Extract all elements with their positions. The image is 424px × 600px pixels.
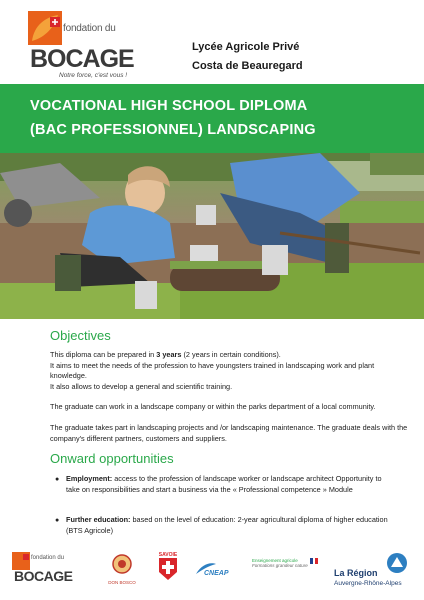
objectives-paragraph-2: It aims to meet the needs of the profession to have youngsters trained in landscaping work and plant knowledge. bbox=[50, 360, 375, 380]
savoie-label: SAVOIE bbox=[158, 552, 178, 558]
opportunity-item-employment-text: access to the profession of landscape worker or landscape architect Opportunity to take on responsibilities and start a business via the « Professional competence » Module bbox=[66, 474, 382, 494]
partner-logos-footer bbox=[0, 548, 424, 598]
landscaping-photo bbox=[0, 153, 424, 319]
cneap-logo bbox=[196, 562, 240, 584]
logo-tagline: Notre force, c'est vous ! bbox=[59, 72, 128, 79]
objectives-p1-pre: This diploma can be prepared in bbox=[50, 350, 157, 359]
opportunity-item-employment bbox=[66, 474, 396, 495]
don-bosco-label: DON BOSCO bbox=[108, 580, 136, 585]
landscaping-photo-illustration bbox=[0, 153, 424, 319]
opportunity-item-employment-label: Employment: bbox=[66, 474, 113, 483]
region-emblem-icon bbox=[386, 552, 408, 574]
french-flag-icon bbox=[310, 558, 318, 564]
footer-bocage-logo bbox=[12, 550, 92, 590]
logo-bocage-text: BOCAGE bbox=[30, 45, 134, 73]
header bbox=[0, 0, 424, 84]
bocage-leaf-mark-icon bbox=[28, 11, 62, 45]
la-region-logo bbox=[334, 552, 420, 592]
don-bosco-logo bbox=[108, 554, 136, 588]
don-bosco-emblem-icon bbox=[112, 554, 132, 574]
fondation-du-bocage-logo bbox=[28, 9, 168, 83]
objectives-paragraph-4: The graduate can work in a landscape company or within the parks department of a local community. bbox=[50, 402, 376, 411]
bullet-icon: ● bbox=[55, 517, 60, 524]
opportunity-item-further-education-text: based on the level of education: 2-year agricultural diploma of higher education (BTS Agricole) bbox=[66, 515, 388, 535]
title-banner bbox=[0, 84, 424, 153]
enseignement-line1: Enseignement agricole bbox=[252, 558, 298, 563]
enseignement-agricole-logo bbox=[252, 558, 322, 588]
objectives-p1-post: (2 years in certain conditions). bbox=[181, 350, 281, 359]
savoie-cross-icon bbox=[159, 558, 177, 580]
objectives-p1-bold: 3 years bbox=[156, 350, 182, 359]
objectives-paragraph-1 bbox=[50, 350, 410, 361]
objectives-paragraph-5: The graduate takes part in landscaping projects and /or landscaping maintenance. The graduate deals with the company's different partners, customers and suppliers. bbox=[50, 423, 408, 443]
region-subname: Auvergne-Rhône-Alpes bbox=[334, 580, 402, 587]
school-name-line2: Costa de Beauregard bbox=[192, 60, 303, 72]
bullet-icon: ● bbox=[55, 476, 60, 483]
objectives-paragraph-3: It also allows to develop a general and scientific training. bbox=[50, 381, 233, 391]
region-name: La Région bbox=[334, 568, 378, 578]
opportunity-item-further-education bbox=[66, 515, 396, 536]
banner-title-line1: VOCATIONAL HIGH SCHOOL DIPLOMA bbox=[30, 98, 308, 114]
enseignement-line2: Formations grandeur nature bbox=[252, 563, 308, 568]
logo-fondation-du-text: fondation du bbox=[63, 23, 116, 34]
school-name-line1: Lycée Agricole Privé bbox=[192, 41, 300, 53]
opportunity-item-further-education-label: Further education: bbox=[66, 515, 131, 524]
school-name bbox=[192, 38, 303, 76]
onward-opportunities-heading: Onward opportunities bbox=[50, 451, 174, 466]
cneap-label: CNEAP bbox=[204, 570, 229, 577]
savoie-logo bbox=[156, 552, 180, 588]
banner-title-line2: (BAC PROFESSIONNEL) LANDSCAPING bbox=[30, 122, 316, 138]
footer-bocage-top: fondation du bbox=[31, 555, 65, 561]
objectives-heading: Objectives bbox=[50, 328, 111, 343]
footer-bocage-name: BOCAGE bbox=[14, 568, 73, 584]
